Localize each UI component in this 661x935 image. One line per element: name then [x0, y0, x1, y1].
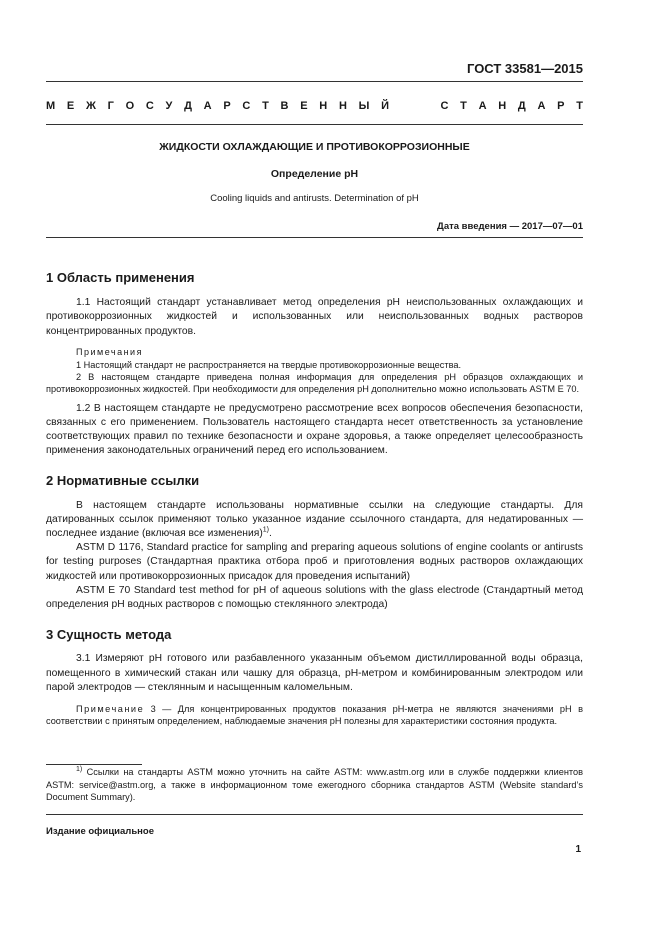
banner-letter: С [145, 100, 154, 112]
notes-label: Примечания [76, 346, 143, 357]
document-code: ГОСТ 33581—2015 [467, 61, 583, 76]
banner-letter: С [440, 100, 449, 112]
banner-letter: О [125, 100, 135, 112]
section-1-1-paragraph: 1.1 Настоящий стандарт устанавливает метод определения pH неиспользованных охлаждающих и противокоррозионных жидкостей и использованных или неиспользованных водных растворов концентрированных продуктов. [46, 297, 583, 337]
effective-date: Дата введения — 2017—07—01 [437, 221, 583, 232]
banner-letter: В [280, 100, 289, 112]
banner-letter: Т [576, 100, 583, 112]
section-1-2-paragraph: 1.2 В настоящем стандарте не предусмотрено рассмотрение всех вопросов обеспечения безопасности, связанных с его применением. Пользователь настоящего стандарта несет ответственность за установление соответствующих правил по технике безопасности и охране здоровья, а также определяет целесообразность применения законодательных ограничений перед его использованием. [46, 402, 583, 457]
banner-letter: Т [460, 100, 467, 112]
banner-letter: Д [517, 100, 526, 112]
page-number: 1 [575, 844, 581, 855]
banner-gap [401, 100, 429, 112]
section-3-1-paragraph: 3.1 Измеряют pH готового или разбавленного указанным объемом дистиллированной воды образца, помещенного в химический стакан или чашку для образца, pH-метром и комбинированным электродом или парой электродов — стеклянным и насыщенным каломельным. [46, 653, 583, 693]
document-title-english: Cooling liquids and antirusts. Determination of pH [210, 193, 419, 204]
document-subtitle: Определение pH [270, 168, 359, 180]
footnote-rule [46, 764, 142, 765]
banner-letter: Ы [358, 100, 370, 112]
banner-letter: А [537, 100, 546, 112]
banner-rule [46, 124, 583, 125]
section-1-heading: 1 Область применения [46, 270, 195, 285]
banner-letter: Р [557, 100, 565, 112]
banner-letter: Д [184, 100, 192, 112]
banner-letter: Т [262, 100, 269, 112]
banner-letter: А [203, 100, 212, 112]
title-rule [46, 237, 583, 238]
note-2: 2 В настоящем стандарте приведена полная информация для определения pH образцов охлаждающих и противокоррозионных жидкостей. При необходимости для определения pH дополнительно можно использовать ASTM E 70. [46, 372, 583, 395]
banner-letter: Н [498, 100, 507, 112]
document-title: ЖИДКОСТИ ОХЛАЖДАЮЩИЕ И ПРОТИВОКОРРОЗИОННЫЕ [159, 141, 470, 153]
note-3-text: 3 — Для концентрированных продуктов показания pH-метра не являются значениями pH в соответствии с принятым определением, наблюдаемые значения pH полезны для характеристики состояния продукта. [46, 704, 583, 727]
section-2-text-end: . [269, 528, 272, 540]
section-2-heading: 2 Нормативные ссылки [46, 473, 200, 489]
banner-letter: Н [338, 100, 347, 112]
official-edition: Издание официальное [46, 826, 154, 837]
banner-letter: А [478, 100, 487, 112]
banner-letter: Й [381, 100, 390, 112]
section-3-heading: 3 Сущность метода [46, 627, 172, 643]
footnote-ref: 1) [262, 526, 269, 534]
banner-letter: Е [66, 100, 75, 112]
footer-rule [46, 814, 583, 815]
banner-letter: Г [107, 100, 114, 112]
reference-astm-d1176: ASTM D 1176, Standard practice for sampling and preparing aqueous solutions of engine coolants or antirusts for testing purposes (Стандартная практика отбора проб и приготовления водных растворов охлаждающих жидкостей или противокоррозионных присадок для проведения испытаний) [46, 542, 583, 582]
section-2-text: В настоящем стандарте использованы нормативные ссылки на следующие стандарты. Для датированных ссылок применяют только указанное издание ссылочного стандарта, для недатированных — последнее издание (включая все изменения) [46, 499, 583, 540]
banner-letter: У [165, 100, 173, 112]
reference-astm-e70: ASTM E 70 Standard test method for pH of aqueous solutions with the glass electrode (Стандартный метод определения pH водных растворов с помощью стеклянного электрода) [46, 584, 583, 611]
banner-letter: Е [300, 100, 308, 112]
main-content [46, 270, 583, 727]
footnote [46, 766, 583, 804]
footnote-text: Ссылки на стандарты ASTM можно уточнить на сайте ASTM: www.astm.org или в службе поддержки клиентов ASTM: service@astm.org, а также в информационном томе ежегодного сборника стандартов ASTM (Website standard’s Document Summary). [46, 767, 583, 803]
note-1: 1 Настоящий стандарт не распространяется на твердые противокоррозионные вещества. [76, 360, 462, 371]
note-3-label: Примечание [76, 704, 145, 715]
banner-letter: Р [223, 100, 231, 112]
header-rule [46, 81, 583, 82]
banner-letter: С [242, 100, 251, 112]
standard-banner [46, 100, 583, 112]
footnote-marker: 1) [76, 765, 83, 773]
banner-letter: М [46, 100, 56, 112]
banner-letter: Н [319, 100, 328, 112]
note-3 [46, 703, 583, 727]
section-2-paragraph [46, 499, 583, 542]
banner-letter: Ж [85, 100, 96, 112]
